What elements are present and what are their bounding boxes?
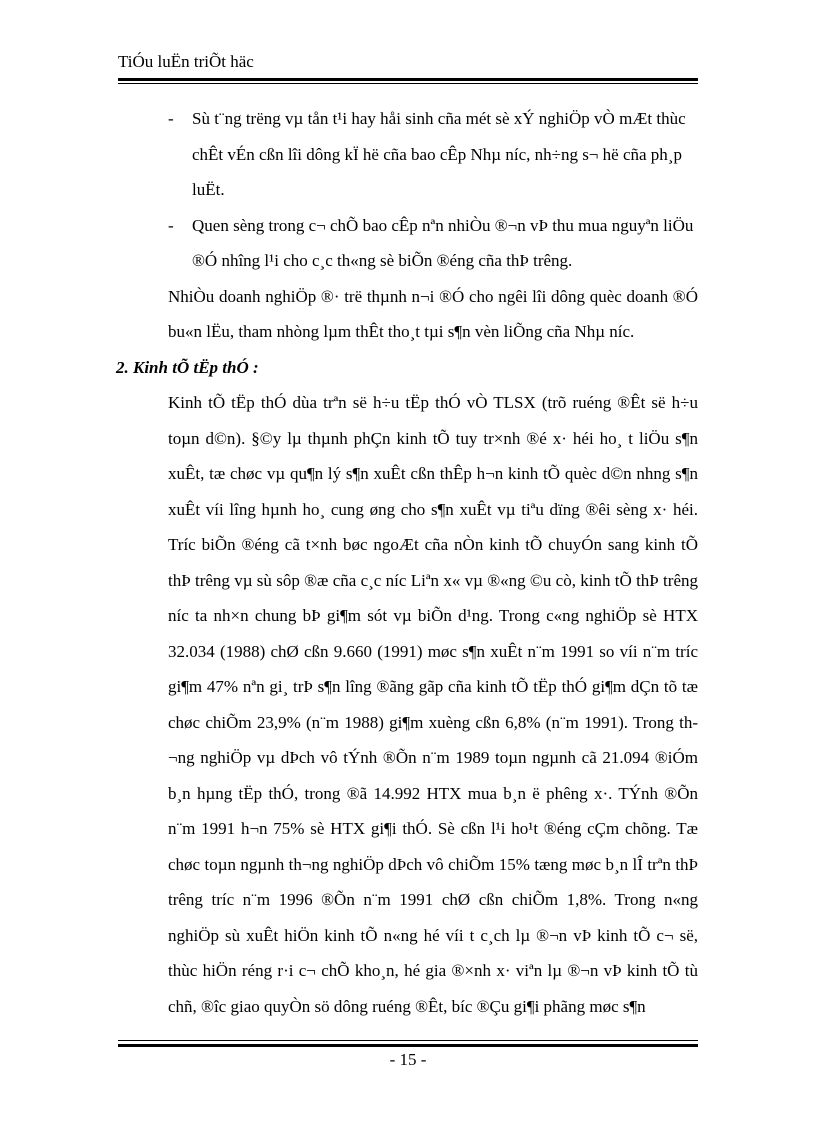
bullet-item [168,101,698,208]
footer-rule-thin [118,1040,698,1041]
bullet-text: Quen sèng trong c¬ chÕ bao cÊp nªn nhiÒu ®¬n vÞ thu mua nguyªn liÖu ®Ó nhîng l¹i cho c¸c th«ng sè biÕn ®éng cña thÞ trêng. [192,215,694,270]
header-rule-thin [118,83,698,84]
bullet-dash: - [168,109,174,128]
bullet-item [168,208,698,279]
bullet-text: Sù t¨ng trëng vµ tån t¹i hay håi sinh cña mét sè xÝ nghiÖp vÒ mÆt thùc chÊt vÉn cßn lîi dông kÏ hë cña bao cÊp Nhµ níc, nh÷ng s¬ hë cña ph¸p luËt. [192,109,686,199]
running-header: TiÓu luËn triÕt häc [118,52,254,71]
paragraph: Kinh tÕ tËp thÓ dùa trªn së h÷u tËp thÓ vÒ TLSX (trõ ruéng ®Êt së h÷u toµn d©n). §©y lµ thµnh phÇn kinh tÕ tuy tr×nh ®é x· héi ho¸ t liÖu s¶n xuÊt, tæ chøc vµ qu¶n lý s¶n xuÊt cßn thÊp h¬n kinh tÕ quèc d©n nhng s¶n xuÊt víi lîng hµnh ho¸ cung øng cho s¶n xuÊt vµ tiªu dïng ®êi sèng x· héi. Tríc biÕn ®éng cã t×nh bøc ngoÆt cña nÒn kinh tÕ chuyÓn sang kinh tÕ thÞ trêng vµ sù sôp ®æ cña c¸c níc Liªn x« vµ ®«ng ©u cò, kinh tÕ thÞ trêng níc ta nh×n chung bÞ gi¶m sót vµ biÕn d¹ng. Trong c«ng nghiÖp sè HTX 32.034 (1988) chØ cßn 9.660 (1991) møc s¶n xuÊt n¨m 1991 so víi n¨m tríc gi¶m 47% nªn gi¸ trÞ s¶n lîng ®ãng gãp cña kinh tÕ tËp thÓ gi¶m dÇn tõ tæ chøc chiÕm 23,9% (n¨m 1988) gi¶m xuèng cßn 6,8% (n¨m 1991). Trong th¬ng nghiÖp vµ dÞch vô tÝnh ®Õn n¨m 1989 toµn ngµnh cã 21.094 ®iÓm b¸n hµng tËp thÓ, trong ®ã 14.992 HTX mua b¸n ë phêng x·. TÝnh ®Õn n¨m 1991 h¬n 75% sè HTX gi¶i thÓ. Sè cßn l¹i ho¹t ®éng cÇm chõng. Tæ chøc toµn ngµnh th¬ng nghiÖp dÞch vô chiÕm 15% tæng møc b¸n lÎ trªn thÞ trêng tríc n¨m 1996 ®Õn n¨m 1991 chØ cßn chiÕm 1,8%. Trong n«ng nghiÖp sù xuÊt hiÖn kinh tÕ n«ng hé víi t c¸ch lµ ®¬n vÞ kinh tÕ c¬ së, thùc hiÖn réng r·i c¬ chÕ kho¸n, hé gia ®×nh x· viªn lµ ®¬n vÞ kinh tÕ tù chñ, ®îc giao quyÒn sö dông ruéng ®Êt, bíc ®Çu gi¶i phãng møc s¶n [168,393,698,1016]
bullet-dash: - [168,215,174,235]
section-heading: 2. Kinh tÕ tËp thÓ : [116,357,259,377]
paragraph: NhiÒu doanh nghiÖp ®· trë thµnh n¬i ®Ó cho ngêi lîi dông quèc doanh ®Ó bu«n lËu, tham nhòng lµm thÊt tho¸t tµi s¶n vèn liÕng cña Nhµ níc. [168,286,698,341]
page-body [116,101,698,1024]
footer-rule-thick [118,1044,698,1047]
header-rule-thick [118,78,698,81]
page-number: - 15 - [389,1050,427,1069]
